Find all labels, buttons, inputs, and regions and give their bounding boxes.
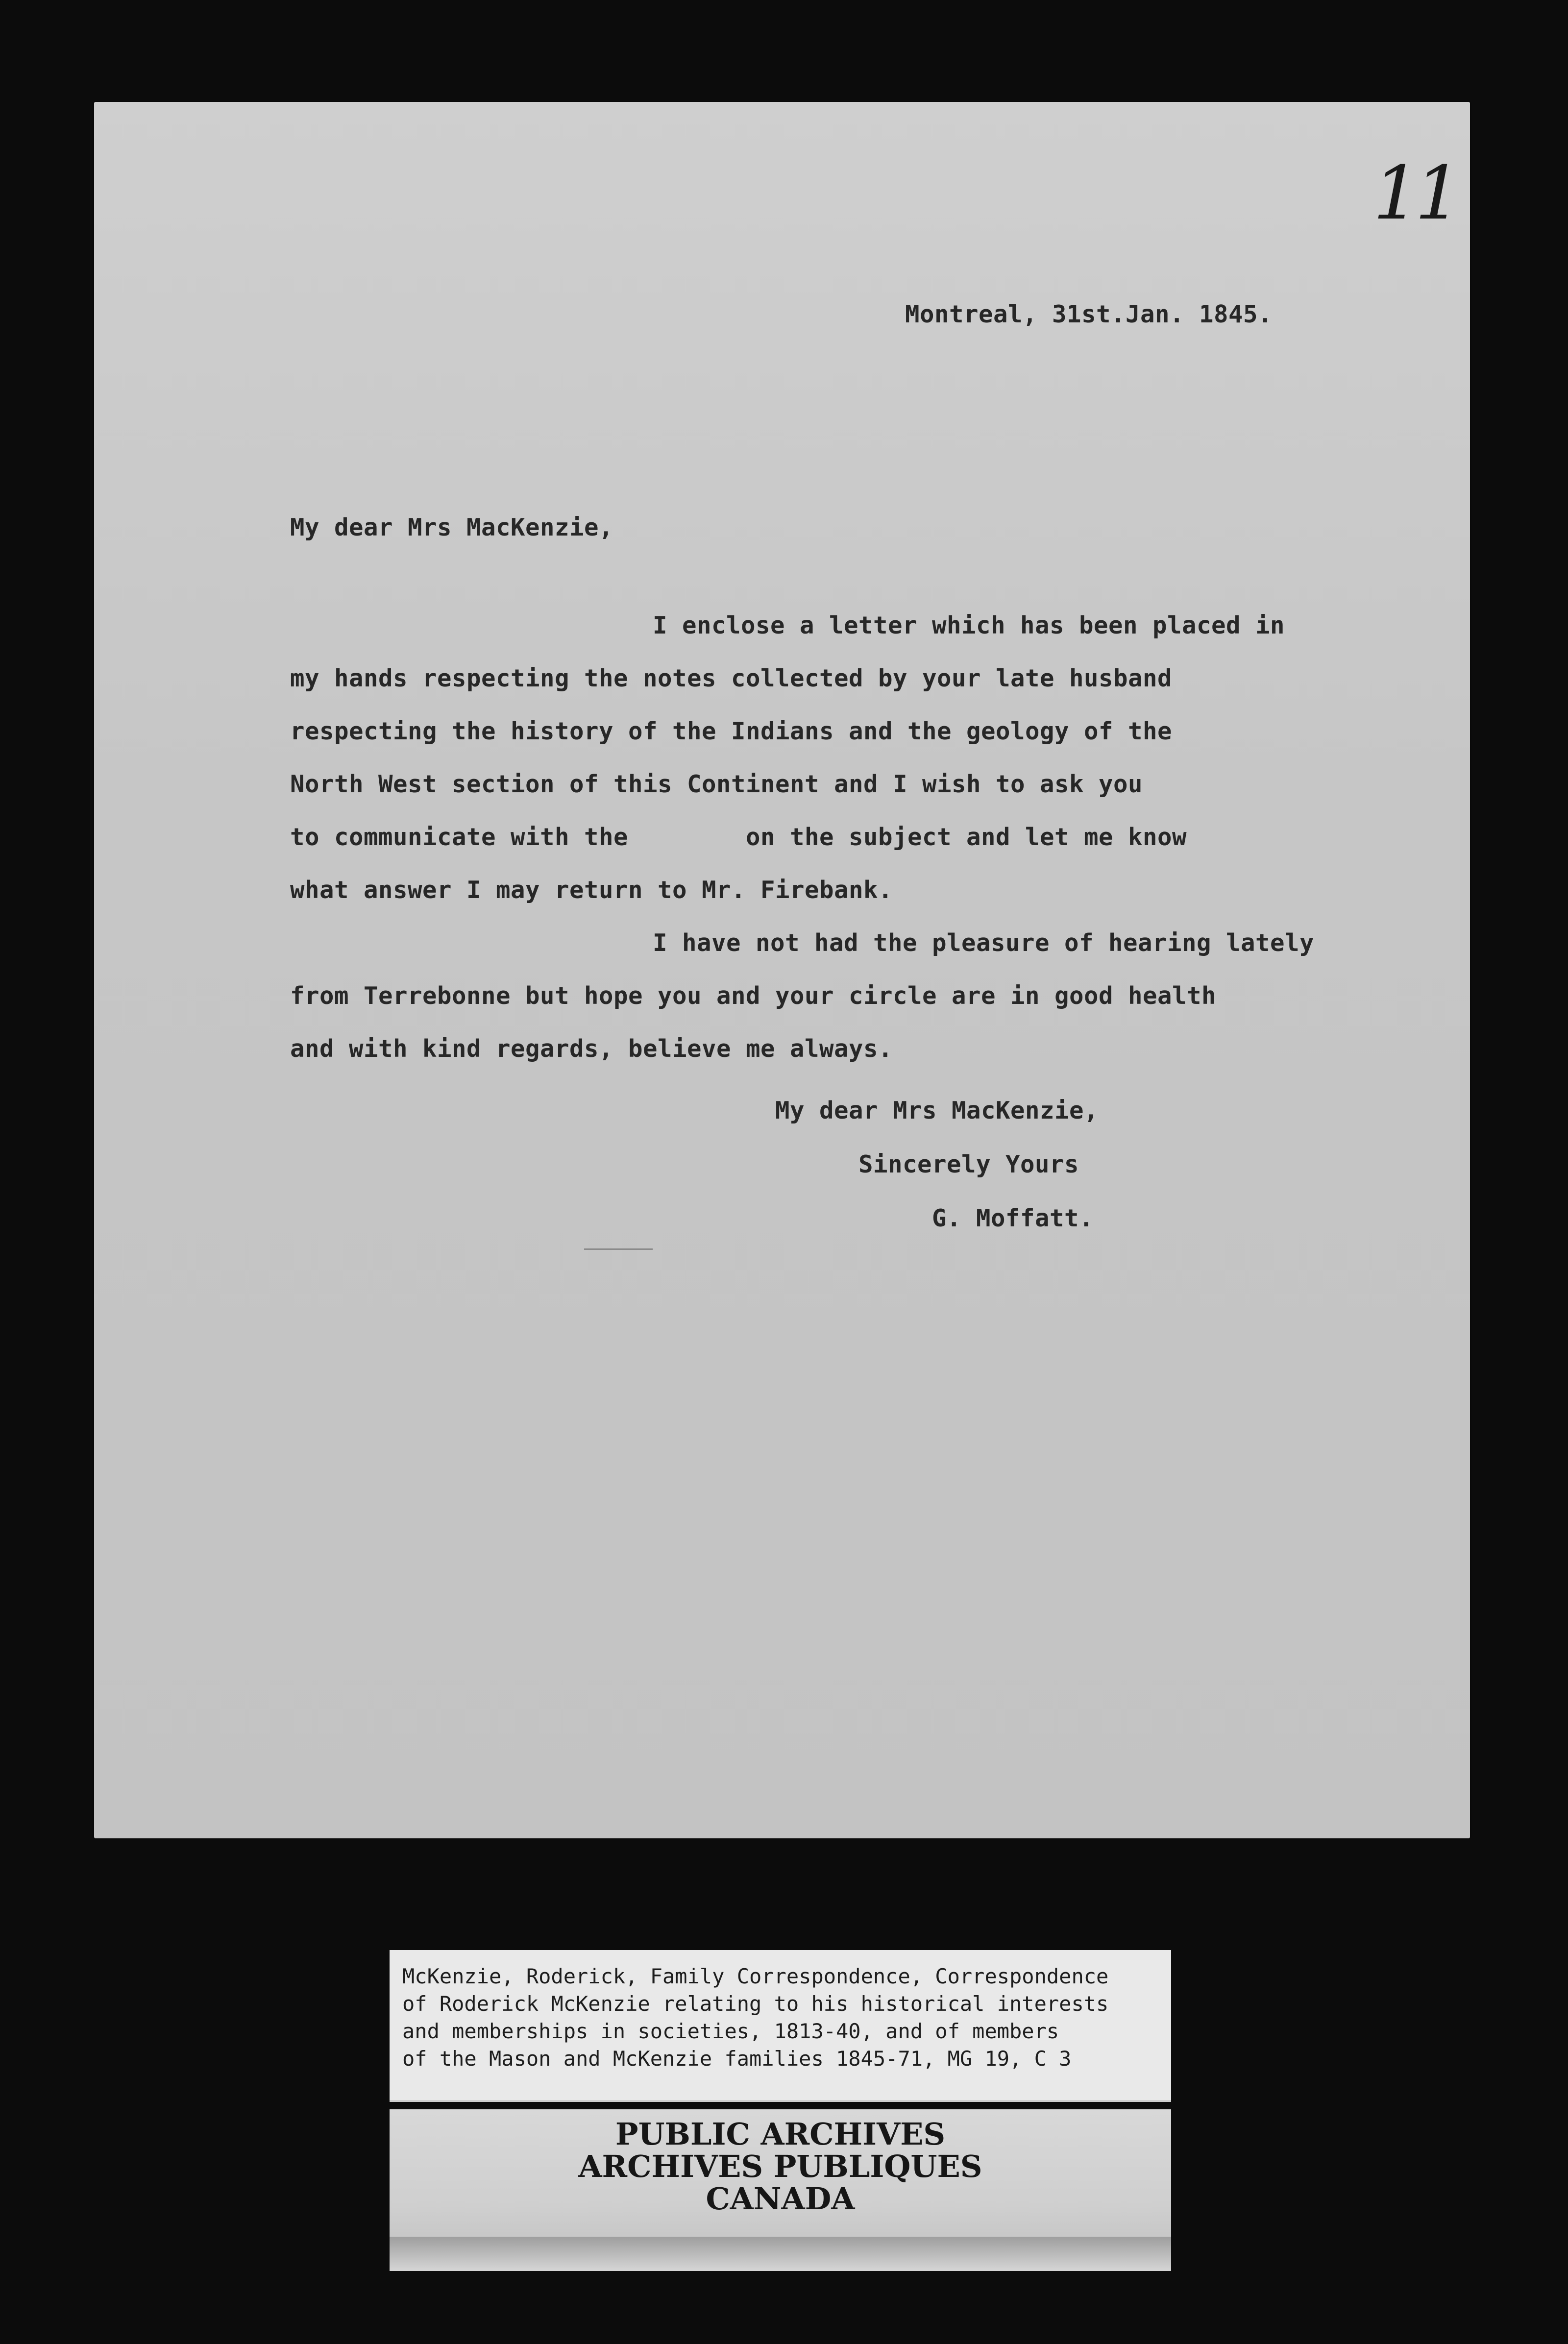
closing-valediction: Sincerely Yours	[858, 1150, 1079, 1178]
body-line: I enclose a letter which has been placed in	[653, 611, 1285, 639]
body-line: and with kind regards, believe me always.	[290, 1035, 893, 1063]
stamp-line: PUBLIC ARCHIVES	[615, 2116, 946, 2152]
archives-stamp	[390, 2109, 1171, 2271]
body-line: from Terrebonne but hope you and your circle are in good health	[290, 982, 1217, 1010]
stamp-line: ARCHIVES PUBLIQUES	[578, 2149, 982, 2184]
dateline: Montreal, 31st.Jan. 1845.	[905, 300, 1273, 328]
stray-rule	[584, 1248, 653, 1250]
body-line: I have not had the pleasure of hearing lately	[653, 929, 1315, 957]
body-line: respecting the history of the Indians and the geology of the	[290, 717, 1173, 745]
archive-caption	[390, 1950, 1171, 2102]
caption-line: of the Mason and McKenzie families 1845-71, MG 19, C 3	[402, 2047, 1072, 2071]
body-line: my hands respecting the notes collected by your late husband	[290, 664, 1173, 692]
closing-salutation: My dear Mrs MacKenzie,	[775, 1097, 1099, 1124]
caption-line: and memberships in societies, 1813-40, and of members	[402, 2019, 1059, 2043]
body-line: to communicate with the on the subject and let me know	[290, 823, 1187, 851]
body-line: North West section of this Continent and I wish to ask you	[290, 770, 1143, 798]
stamp-line: CANADA	[706, 2181, 855, 2217]
signature-name: G. Moffatt.	[932, 1204, 1094, 1232]
letter-page	[94, 102, 1470, 1838]
caption-line: of Roderick McKenzie relating to his historical interests	[402, 1992, 1109, 2016]
salutation: My dear Mrs MacKenzie,	[290, 513, 614, 541]
page-number: 11	[1373, 151, 1457, 236]
caption-line: McKenzie, Roderick, Family Correspondence, Correspondence	[402, 1964, 1109, 1988]
stamp-strip	[390, 2237, 1171, 2271]
body-line: what answer I may return to Mr. Firebank.	[290, 876, 893, 904]
